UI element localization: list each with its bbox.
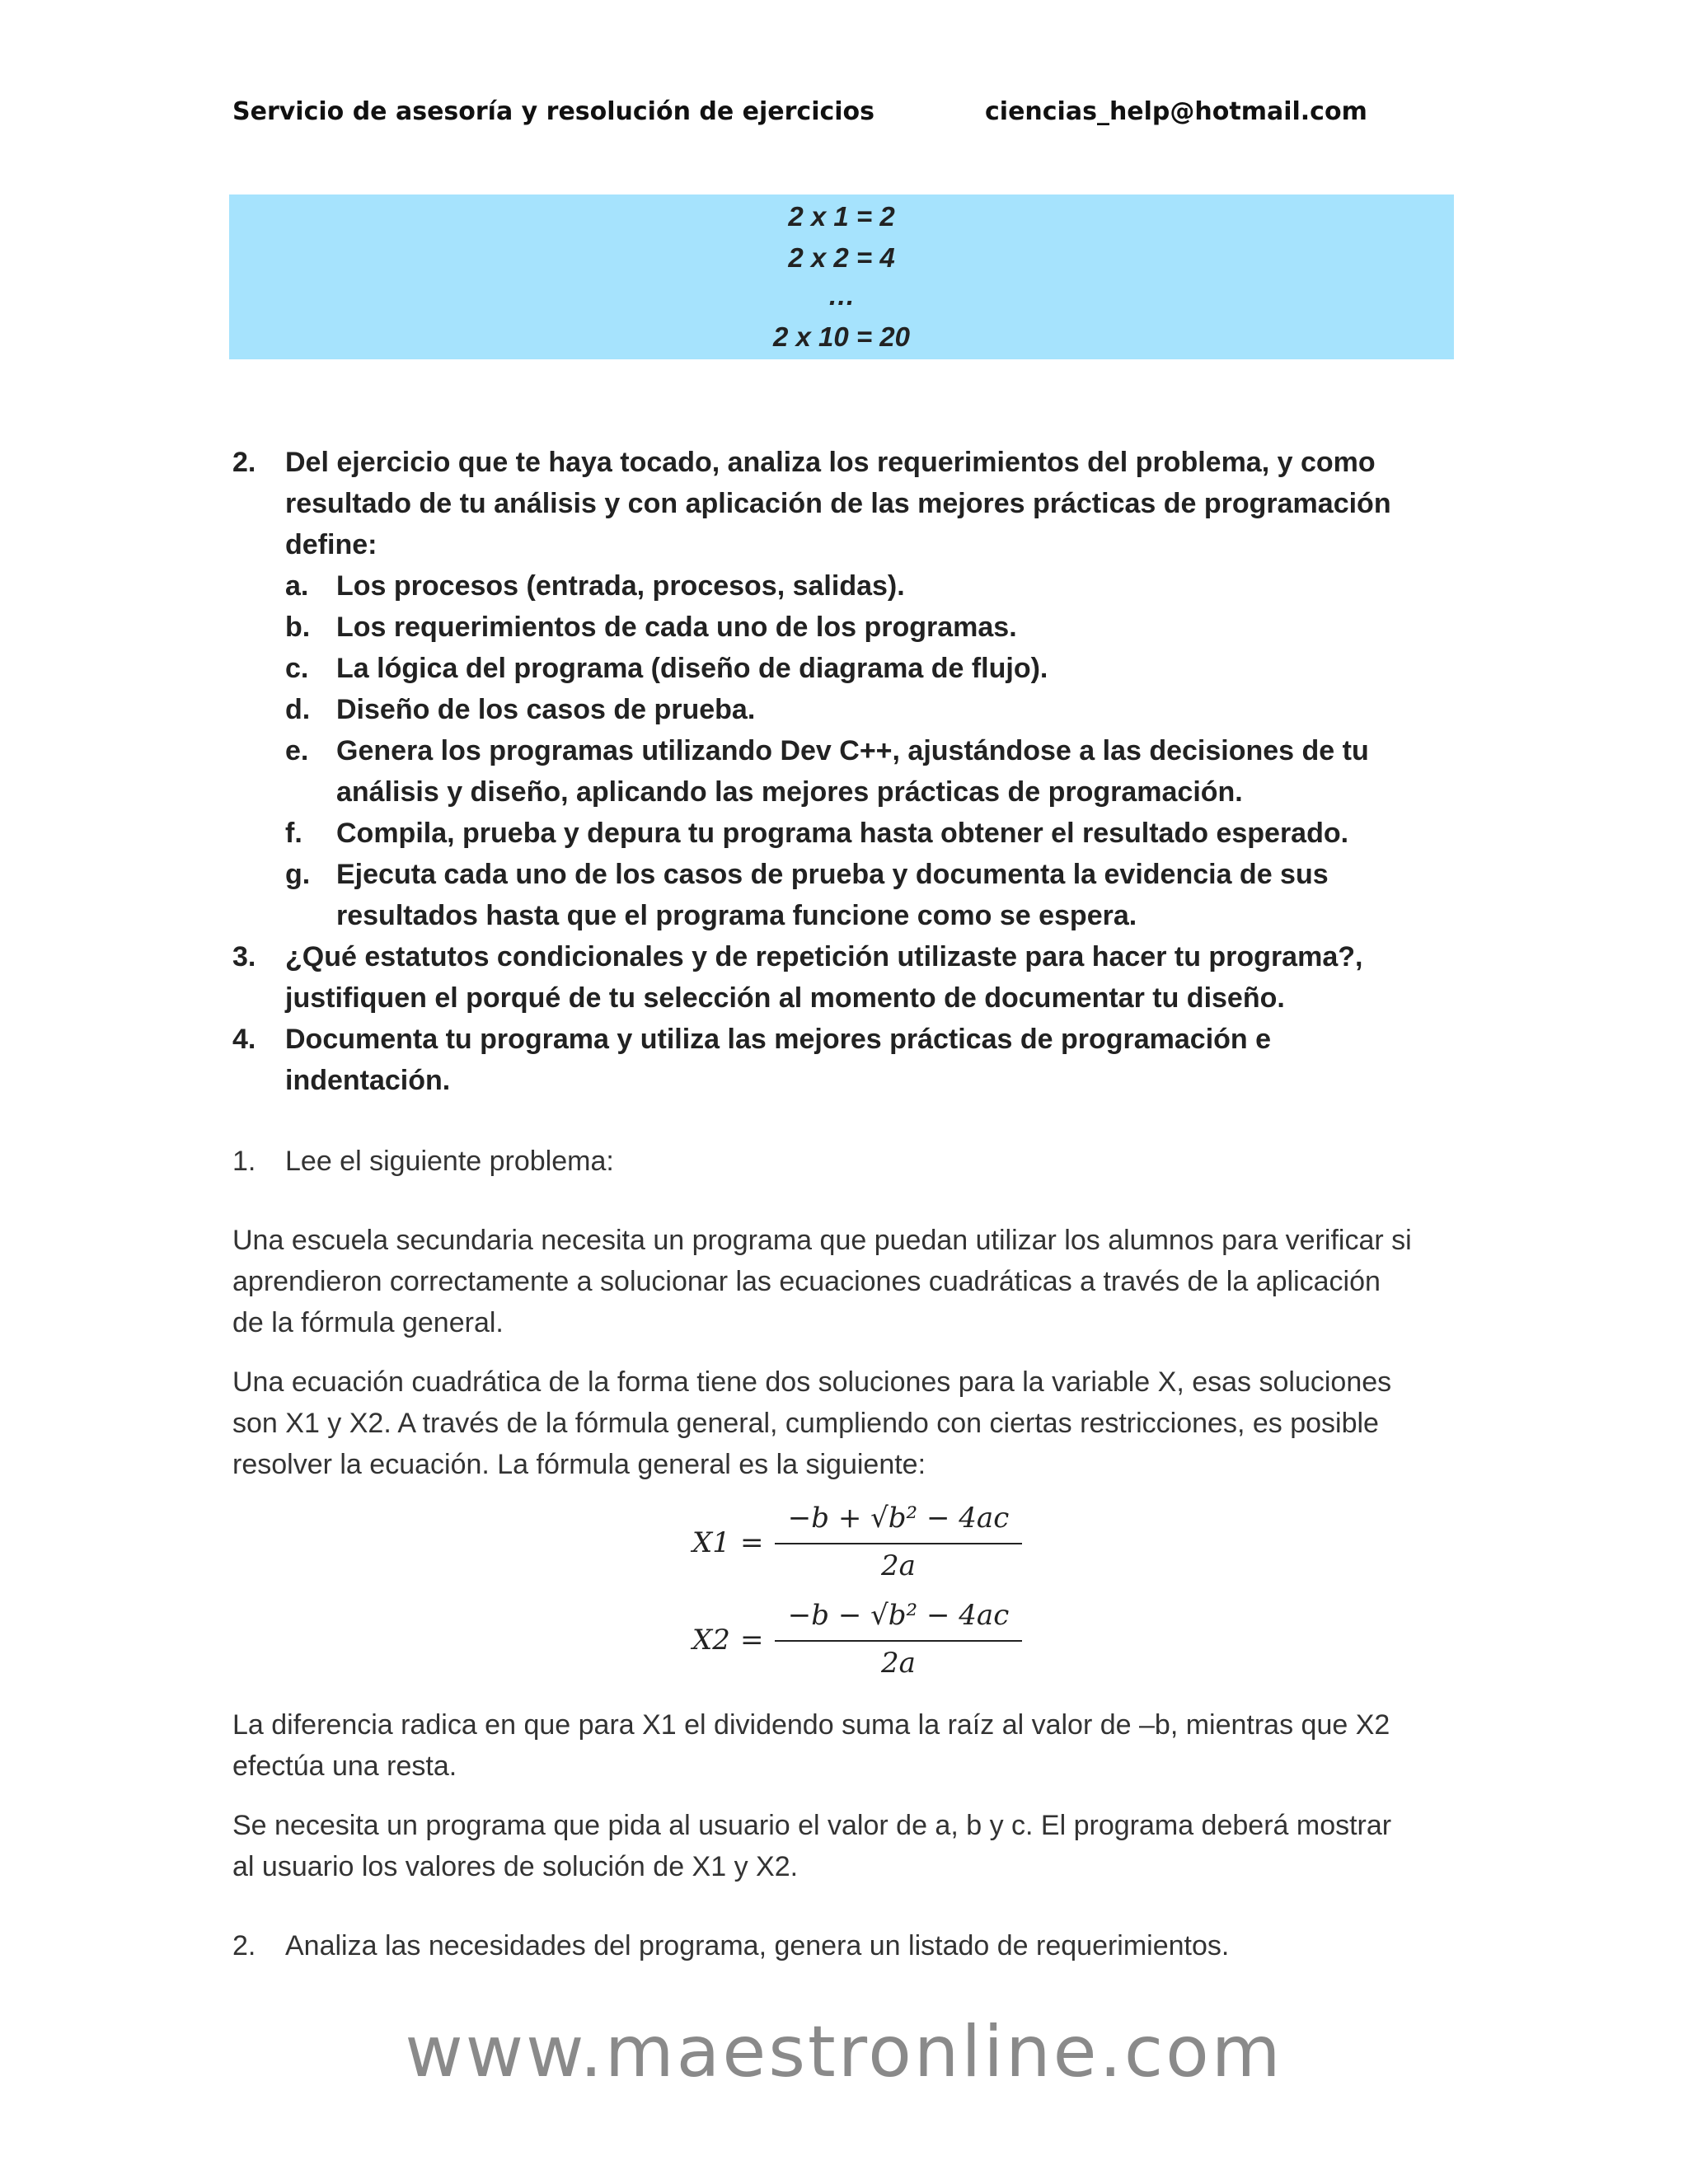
multiplication-table-box xyxy=(229,194,1454,359)
instruction-text: justifiquen el porqué de tu selección al momento de documentar tu diseño. xyxy=(285,982,1285,1014)
list-letter: f. xyxy=(285,818,302,849)
list-number: 2. xyxy=(232,447,256,478)
paragraph-line: resolver la ecuación. La fórmula general es la siguiente: xyxy=(232,1449,926,1480)
paragraph-line: al usuario los valores de solución de X1 y X2. xyxy=(232,1851,799,1882)
watermark-url: www.maestronline.com xyxy=(405,2011,1283,2093)
sub-item-text: Diseño de los casos de prueba. xyxy=(336,694,756,725)
sub-item-text: La lógica del programa (diseño de diagrama de flujo). xyxy=(336,653,1048,684)
formula-lhs: X1 xyxy=(692,1526,730,1559)
formula-equals: = xyxy=(740,1624,764,1657)
table-line: … xyxy=(828,280,856,311)
list-letter: b. xyxy=(285,612,311,643)
instruction-text: define: xyxy=(285,529,377,560)
problem-text: Lee el siguiente problema: xyxy=(285,1146,614,1177)
paragraph-line: Se necesita un programa que pida al usuario el valor de a, b y c. El programa deberá mostrar xyxy=(232,1810,1392,1841)
paragraph-line: Una ecuación cuadrática de la forma tiene dos soluciones para la variable X, esas soluciones xyxy=(232,1366,1392,1398)
instruction-text: Documenta tu programa y utiliza las mejores prácticas de programación e xyxy=(285,1024,1272,1055)
paragraph-program-request xyxy=(232,1805,1461,1887)
sub-item-text: Compila, prueba y depura tu programa hasta obtener el resultado esperado. xyxy=(336,818,1349,849)
instruction-text: Del ejercicio que te haya tocado, analiza los requerimientos del problema, y como xyxy=(285,447,1376,478)
paragraph-line: Una escuela secundaria necesita un programa que puedan utilizar los alumnos para verificar si xyxy=(232,1225,1412,1256)
sub-item-text: Los procesos (entrada, procesos, salidas). xyxy=(336,570,905,602)
paragraph-line: son X1 y X2. A través de la fórmula general, cumpliendo con ciertas restricciones, es posible xyxy=(232,1408,1379,1439)
paragraph-difference xyxy=(232,1704,1461,1787)
paragraph-line: efectúa una resta. xyxy=(232,1750,457,1782)
sub-item-text: análisis y diseño, aplicando las mejores prácticas de programación. xyxy=(336,776,1243,808)
paragraph-line: aprendieron correctamente a solucionar las ecuaciones cuadráticas a través de la aplicación xyxy=(232,1266,1381,1297)
formula-lhs: X2 xyxy=(692,1624,730,1657)
sub-item-text: Genera los programas utilizando Dev C++, ajustándose a las decisiones de tu xyxy=(336,735,1369,766)
sub-item-text: resultados hasta que el programa funcione como se espera. xyxy=(336,900,1137,931)
list-number: 2. xyxy=(232,1930,256,1961)
table-line: 2 x 10 = 20 xyxy=(772,321,911,352)
formula-numerator: −b − √b² − 4ac xyxy=(787,1599,1010,1632)
header-service-title: Servicio de asesoría y resolución de ejercicios xyxy=(232,97,875,126)
sub-item-text: Ejecuta cada uno de los casos de prueba y documenta la evidencia de sus xyxy=(336,859,1329,890)
page-header xyxy=(232,97,1367,138)
table-line: 2 x 2 = 4 xyxy=(788,242,895,273)
formula-equals: = xyxy=(740,1526,764,1559)
list-letter: g. xyxy=(285,859,311,890)
instruction-text: ¿Qué estatutos condicionales y de repetición utilizaste para hacer tu programa?, xyxy=(285,941,1363,972)
list-letter: c. xyxy=(285,653,309,684)
paragraph-quadratic xyxy=(232,1361,1461,1485)
list-letter: a. xyxy=(285,570,309,602)
instruction-text: indentación. xyxy=(285,1065,451,1096)
paragraph-line: La diferencia radica en que para X1 el dividendo suma la raíz al valor de –b, mientras que X2 xyxy=(232,1709,1390,1741)
header-email: ciencias_help@hotmail.com xyxy=(985,97,1367,126)
formula-x2 xyxy=(692,1599,1022,1690)
problem-text: Analiza las necesidades del programa, genera un listado de requerimientos. xyxy=(285,1930,1230,1961)
sub-item-text: Los requerimientos de cada uno de los programas. xyxy=(336,612,1017,643)
fraction-bar xyxy=(775,1543,1022,1544)
fraction-bar xyxy=(775,1640,1022,1642)
paragraph-intro xyxy=(232,1220,1461,1343)
instruction-text: resultado de tu análisis y con aplicación de las mejores prácticas de programación xyxy=(285,488,1391,519)
list-letter: d. xyxy=(285,694,311,725)
paragraph-line: de la fórmula general. xyxy=(232,1307,504,1338)
list-number: 1. xyxy=(232,1146,256,1177)
list-number: 4. xyxy=(232,1024,256,1055)
formula-denominator: 2a xyxy=(881,1549,916,1582)
list-letter: e. xyxy=(285,735,309,766)
formula-x1 xyxy=(692,1502,1022,1592)
formula-denominator: 2a xyxy=(881,1647,916,1680)
list-number: 3. xyxy=(232,941,256,972)
table-line: 2 x 1 = 2 xyxy=(788,201,895,232)
formula-numerator: −b + √b² − 4ac xyxy=(787,1502,1010,1535)
